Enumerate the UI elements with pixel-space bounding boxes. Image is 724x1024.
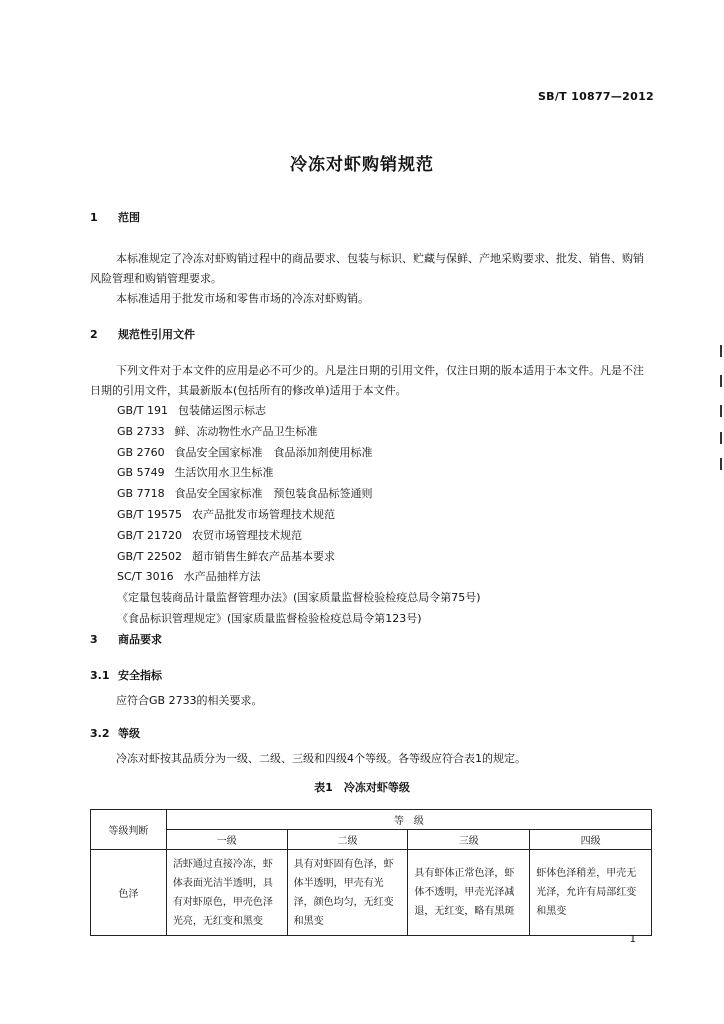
reference-code: GB/T 19575 xyxy=(117,507,182,521)
section-number: 1 xyxy=(90,211,98,224)
section-3-1-text: 应符合GB 2733的相关要求。 xyxy=(116,694,263,707)
reference-title: 鲜、冻动物性水产品卫生标准 xyxy=(174,424,318,438)
reference-item xyxy=(117,609,481,630)
section-title: 安全指标 xyxy=(118,669,162,682)
section-number: 3 xyxy=(90,633,98,646)
reference-title: 食品安全国家标准 预包装食品标签通则 xyxy=(174,487,373,501)
standard-number: SB/T 10877—2012 xyxy=(537,90,654,103)
reference-code: GB 7718 xyxy=(117,487,165,501)
section-3-2-text: 冷冻对虾按其品质分为一级、二级、三级和四级4个等级。各等级应符合表1的规定。 xyxy=(116,752,526,765)
reference-item xyxy=(117,505,481,526)
section-3-heading xyxy=(90,631,162,647)
table-header-row xyxy=(91,810,652,830)
header-criteria-cell: 等级判断 xyxy=(91,810,167,850)
section-number: 2 xyxy=(90,328,98,341)
section-number: 3.2 xyxy=(90,727,110,740)
table-cell: 具有虾体正常色泽，虾体不透明，甲壳光泽减退，无红变，略有黑斑 xyxy=(408,850,530,936)
reference-item xyxy=(117,526,481,547)
reference-code: GB 5749 xyxy=(117,466,165,480)
reference-title: 食品安全国家标准 食品添加剂使用标准 xyxy=(174,445,373,459)
reference-title: 农贸市场管理技术规范 xyxy=(192,528,302,542)
reference-code: GB/T 21720 xyxy=(117,528,182,542)
table-cell: 虾体色泽稍差，甲壳无光泽，允许有局部红变和黑变 xyxy=(530,850,652,936)
scan-edge-mark xyxy=(720,405,722,417)
table-grade-row xyxy=(91,830,652,850)
reference-item xyxy=(117,547,481,568)
table-cell: 具有对虾固有色泽，虾体半透明，甲壳有光泽，颜色均匀，无红变和黑变 xyxy=(287,850,408,936)
reference-item xyxy=(117,422,481,443)
scan-edge-mark xyxy=(720,345,722,357)
section-3-2-heading xyxy=(90,725,140,741)
reference-title: 《定量包装商品计量监督管理办法》(国家质量监督检验检疫总局令第75号) xyxy=(117,591,481,605)
section-title: 等级 xyxy=(118,727,140,740)
reference-title: 超市销售生鲜农产品基本要求 xyxy=(192,549,335,563)
reference-item xyxy=(117,567,481,588)
section-title: 范围 xyxy=(118,211,140,224)
reference-code: GB 2733 xyxy=(117,424,165,438)
grade-cell: 一级 xyxy=(166,830,287,850)
reference-item xyxy=(117,588,481,609)
scan-edge-mark xyxy=(720,458,722,470)
page-number: 1 xyxy=(629,934,636,945)
section-1-paragraph-1: 本标准规定了冷冻对虾购销过程中的商品要求、包装与标识、贮藏与保鲜、产地采购要求、批发、销售、购销风险管理和购销管理要求。 xyxy=(90,252,644,285)
section-2-heading xyxy=(90,326,195,342)
reference-item xyxy=(117,463,481,484)
section-1-heading xyxy=(90,209,140,225)
document-title: 冷冻对虾购销规范 xyxy=(290,155,434,175)
grade-table xyxy=(90,809,652,936)
scan-edge-mark xyxy=(720,432,722,444)
section-1-paragraph-2: 本标准适用于批发市场和零售市场的冷冻对虾购销。 xyxy=(116,292,369,305)
reference-code: GB 2760 xyxy=(117,445,165,459)
grade-cell: 四级 xyxy=(530,830,652,850)
reference-title: 包装储运图示标志 xyxy=(178,404,266,417)
section-3-1-heading xyxy=(90,667,162,683)
reference-code: SC/T 3016 xyxy=(117,570,174,584)
reference-title: 农产品批发市场管理技术规范 xyxy=(192,507,335,521)
reference-item xyxy=(117,401,481,422)
header-grade-cell: 等 级 xyxy=(166,810,651,830)
section-number: 3.1 xyxy=(90,669,110,682)
grade-cell: 二级 xyxy=(287,830,408,850)
reference-item xyxy=(117,484,481,505)
reference-code: GB/T 191 xyxy=(117,404,168,417)
section-title: 规范性引用文件 xyxy=(118,328,195,341)
reference-list xyxy=(117,401,481,630)
reference-title: 水产品抽样方法 xyxy=(183,570,261,584)
table-cell: 活虾通过直接冷冻，虾体表面光洁半透明，具有对虾原色，甲壳色泽光亮，无红变和黑变 xyxy=(166,850,287,936)
criterion-cell: 色泽 xyxy=(91,850,167,936)
section-title: 商品要求 xyxy=(118,633,162,646)
reference-item xyxy=(117,443,481,464)
reference-code: GB/T 22502 xyxy=(117,549,182,563)
scan-edge-mark xyxy=(720,375,722,387)
reference-title: 《食品标识管理规定》(国家质量监督检验检疫总局令第123号) xyxy=(117,611,422,625)
section-2-intro: 下列文件对于本文件的应用是必不可少的。凡是注日期的引用文件，仅注日期的版本适用于本文件。凡是不注日期的引用文件，其最新版本(包括所有的修改单)适用于本文件。 xyxy=(90,364,644,397)
table-caption: 表1 冷冻对虾等级 xyxy=(314,781,410,794)
table-row xyxy=(91,850,652,936)
reference-title: 生活饮用水卫生标准 xyxy=(174,466,274,480)
grade-cell: 三级 xyxy=(408,830,530,850)
